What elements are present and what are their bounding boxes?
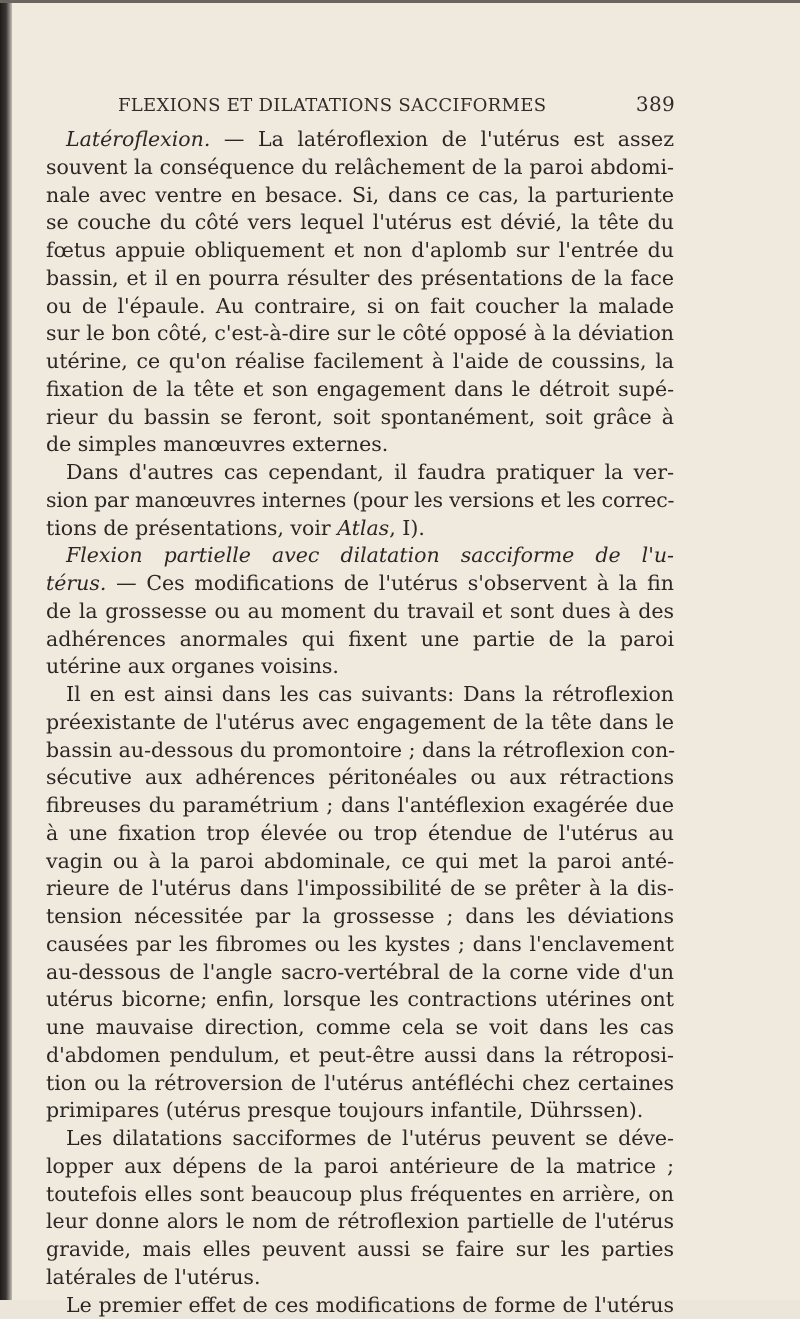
text-line: [46, 681, 674, 709]
text-line: [46, 1264, 674, 1292]
line-text: d'abdomen pendulum, et peut-être aussi dans la rétroposi-: [46, 1043, 674, 1067]
line-text: de simples manœuvres externes.: [46, 432, 388, 456]
line-text: se couche du côté vers lequel l'utérus est dévié, la tête du: [46, 210, 674, 234]
line-text: tion ou la rétroversion de l'utérus antéfléchi chez certaines: [46, 1071, 674, 1095]
line-text: sur le bon côté, c'est-à-dire sur le côté opposé à la déviation: [46, 321, 674, 345]
line-text: utérus bicorne; enfin, lorsque les contractions utérines ont: [46, 987, 674, 1011]
body-text: [46, 126, 674, 1319]
text-line: [46, 1292, 674, 1319]
text-line: [46, 154, 674, 182]
line-text: Les dilatations sacciformes de l'utérus peuvent se déve-: [66, 1126, 674, 1150]
line-text: bassin au-dessous du promontoire ; dans la rétroflexion con-: [46, 738, 675, 762]
text-line: [46, 209, 674, 237]
text-line: [46, 986, 674, 1014]
line-text: — Ces modifications de l'utérus s'observent à la fin: [106, 571, 674, 595]
line-text: nale avec ventre en besace. Si, dans ce cas, la parturiente: [46, 183, 674, 207]
text-line: [46, 653, 674, 681]
line-text: utérine aux organes voisins.: [46, 654, 339, 678]
line-text: sécutive aux adhérences péritonéales ou aux rétractions: [46, 765, 674, 789]
line-text: fibreuses du paramétrium ; dans l'antéflexion exagérée due: [46, 793, 674, 817]
line-text: tension nécessitée par la grossesse ; dans les déviations: [46, 904, 674, 928]
text-line: [46, 903, 674, 931]
line-text: rieur du bassin se feront, soit spontanément, soit grâce à: [46, 405, 674, 429]
text-line: [46, 848, 674, 876]
line-text: fixation de la tête et son engagement dans le détroit supé-: [46, 377, 674, 401]
text-line: [46, 737, 674, 765]
line-text: de la grossesse ou au moment du travail et sont dues à des: [46, 599, 674, 623]
line-text: lopper aux dépens de la paroi antérieure de la matrice ;: [46, 1154, 674, 1178]
line-text: adhérences anormales qui fixent une partie de la paroi: [46, 627, 674, 651]
text-line: [46, 820, 674, 848]
text-line: [46, 1153, 674, 1181]
text-line: [46, 237, 674, 265]
line-text: préexistante de l'utérus avec engagement de la tête dans le: [46, 710, 674, 734]
text-line: [46, 376, 674, 404]
line-text: sion par manœuvres internes (pour les versions et les correc-: [46, 488, 674, 512]
text-line: [46, 348, 674, 376]
line-text: fœtus appuie obliquement et non d'aplomb sur l'entrée du: [46, 238, 674, 262]
text-line: [46, 1181, 674, 1209]
line-text: latérales de l'utérus.: [46, 1265, 260, 1289]
text-line: [46, 1097, 674, 1125]
text-line: [46, 1070, 674, 1098]
page-number: 389: [636, 92, 675, 116]
text-line: [46, 1042, 674, 1070]
line-text: rieure de l'utérus dans l'impossibilité de se prêter à la dis-: [46, 876, 674, 900]
text-line: [46, 515, 674, 543]
atlas-reference: Atlas: [337, 516, 389, 540]
line-text: toutefois elles sont beaucoup plus fréquentes en arrière, on: [46, 1182, 674, 1206]
text-line: [46, 1236, 674, 1264]
line-text: , I).: [389, 516, 425, 540]
line-text: Le premier effet de ces modifications de forme de l'utérus: [66, 1293, 674, 1317]
line-text: bassin, et il en pourra résulter des présentations de la face: [46, 266, 674, 290]
line-text: au-dessous de l'angle sacro-vertébral de la corne vide d'un: [46, 960, 674, 984]
text-line: [46, 320, 674, 348]
section-heading: Latéroflexion.: [66, 127, 210, 151]
text-line: [46, 570, 674, 598]
text-line: [46, 293, 674, 321]
running-header: [118, 92, 675, 116]
line-text: vagin ou à la paroi abdominale, ce qui met la paroi anté-: [46, 849, 674, 873]
text-line: [46, 459, 674, 487]
text-line: [46, 404, 674, 432]
line-text: à une fixation trop élevée ou trop étendue de l'utérus au: [46, 821, 674, 845]
line-text: gravide, mais elles peuvent aussi se faire sur les parties: [46, 1237, 674, 1261]
text-line: [46, 792, 674, 820]
text-line: [46, 1125, 674, 1153]
text-line: [46, 1208, 674, 1236]
text-line: [46, 626, 674, 654]
text-line: [46, 931, 674, 959]
section-heading: térus.: [46, 571, 106, 595]
text-line: [46, 598, 674, 626]
line-text: Il en est ainsi dans les cas suivants: Dans la rétroflexion: [66, 682, 674, 706]
text-line: [46, 182, 674, 210]
text-line: [46, 875, 674, 903]
text-line: [46, 126, 674, 154]
text-line: [46, 542, 674, 570]
line-text: une mauvaise direction, comme cela se voit dans les cas: [46, 1015, 674, 1039]
text-line: [46, 764, 674, 792]
line-text: leur donne alors le nom de rétroflexion partielle de l'utérus: [46, 1209, 674, 1233]
text-line: [46, 709, 674, 737]
line-text: primipares (utérus presque toujours infantile, Dührssen).: [46, 1098, 643, 1122]
text-line: [46, 1014, 674, 1042]
section-heading: Flexion partielle avec dilatation sacciforme de l'u-: [66, 543, 674, 567]
line-text: ou de l'épaule. Au contraire, si on fait coucher la malade: [46, 294, 674, 318]
line-text: causées par les fibromes ou les kystes ; dans l'enclavement: [46, 932, 674, 956]
line-text: — La latéroflexion de l'utérus est assez: [210, 127, 674, 151]
text-line: [46, 487, 674, 515]
text-line: [46, 265, 674, 293]
running-title: FLEXIONS ET DILATATIONS SACCIFORMES: [118, 95, 546, 116]
line-text: Dans d'autres cas cependant, il faudra pratiquer la ver-: [66, 460, 674, 484]
text-line: [46, 431, 674, 459]
line-text: souvent la conséquence du relâchement de la paroi abdomi-: [46, 155, 674, 179]
line-text: tions de présentations, voir: [46, 516, 337, 540]
line-text: utérine, ce qu'on réalise facilement à l'aide de coussins, la: [46, 349, 674, 373]
text-line: [46, 959, 674, 987]
